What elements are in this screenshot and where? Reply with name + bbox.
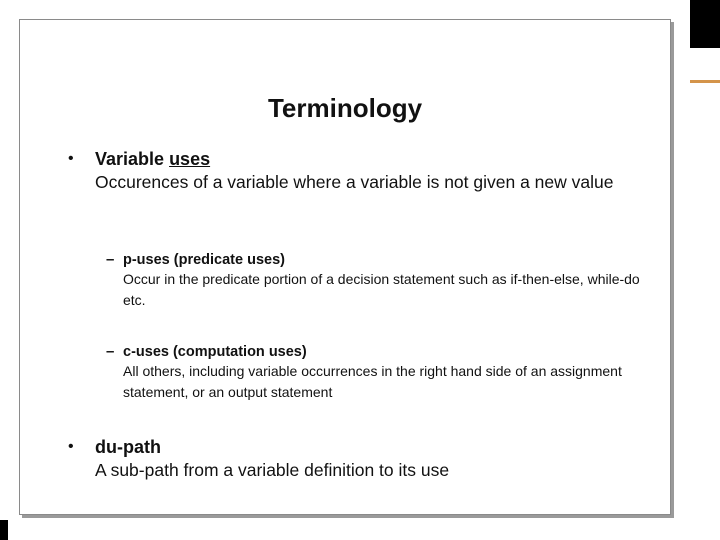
bottom-left-mark <box>0 520 8 540</box>
bullet-mark: • <box>68 438 74 455</box>
bullet-heading-prefix: Variable <box>95 149 170 169</box>
bullet-mark: • <box>68 150 74 167</box>
sub-bullet-body: Occur in the predicate portion of a decision statement such as if-then-else, while-do etc. <box>123 271 640 308</box>
top-right-black-bar <box>690 0 720 48</box>
accent-rule <box>690 80 720 83</box>
bullet-heading: du-path <box>95 437 161 457</box>
bullet-body: A sub-path from a variable definition to its use <box>95 460 450 480</box>
slide-title: Terminology <box>267 93 423 123</box>
dash-mark: – <box>106 251 115 268</box>
sub-bullet-body: All others, including variable occurrences in the right hand side of an assignment statement, or an output statement <box>123 363 622 400</box>
dash-mark: – <box>106 343 115 360</box>
bullet-heading <box>95 146 210 172</box>
bullet-body: Occurences of a variable where a variable is not given a new value <box>95 172 614 192</box>
bullet-heading-underlined: uses <box>169 149 211 169</box>
sub-bullet-heading: c-uses (computation uses) <box>123 344 307 360</box>
sub-bullet-heading: p-uses (predicate uses) <box>123 252 285 268</box>
slide <box>19 19 671 515</box>
